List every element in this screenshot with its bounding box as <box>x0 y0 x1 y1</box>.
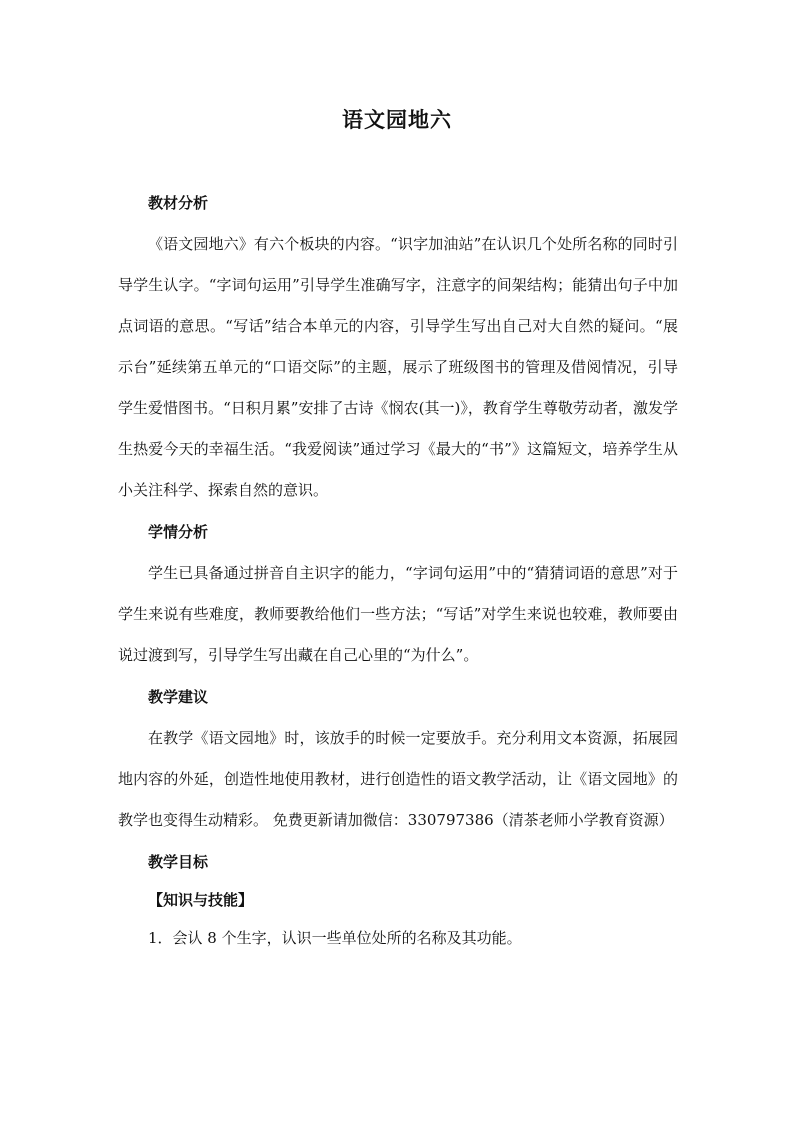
goals-subheading-knowledge-skills: 【知识与技能】 <box>148 891 254 909</box>
section-heading-textbook-analysis: 教材分析 <box>148 194 209 212</box>
section-paragraph-student-analysis: 学生已具备通过拼音自主识字的能力，“字词句运用”中的“猜猜词语的意思”对于学生来说有些难度，教师要教给他们一些方法；“写话”对学生来说也较难，教师要由说过渡到写，引导学生写出藏在自己心里的“为什么”。 <box>118 564 678 664</box>
goal-item: 1．会认 8 个生字，认识一些单位处所的名称及其功能。 <box>148 929 522 947</box>
section-heading-student-analysis: 学情分析 <box>148 523 209 541</box>
section-heading-teaching-goals: 教学目标 <box>148 853 209 871</box>
section-heading-teaching-suggestions: 教学建议 <box>148 688 209 706</box>
document-body <box>118 186 678 955</box>
section-paragraph-textbook-analysis: 《语文园地六》有六个板块的内容。“识字加油站”在认识几个处所名称的同时引导学生认字。“字词句运用”引导学生准确写字，注意字的间架结构；能猜出句子中加点词语的意思。“写话”结合本单元的内容，引导学生写出自己对大自然的疑问。“展示台”延续第五单元的“口语交际”的主题，展示了班级图书的管理及借阅情况，引导学生爱惜图书。“日积月累”安排了古诗《悯农(其一)》，教育学生尊敬劳动者，激发学生热爱今天的幸福生活。“我爱阅读”通过学习《最大的“书”》这篇短文，培养学生从小关注科学、探索自然的意识。 <box>118 235 678 499</box>
document-title: 语文园地六 <box>342 108 452 132</box>
section-paragraph-teaching-suggestions: 在教学《语文园地》时，该放手的时候一定要放手。充分利用文本资源，拓展园地内容的外延，创造性地使用教材，进行创造性的语文教学活动，让《语文园地》的教学也变得生动精彩。 免费更新请加微信：330797386（清茶老师小学教育资源） <box>118 729 678 829</box>
